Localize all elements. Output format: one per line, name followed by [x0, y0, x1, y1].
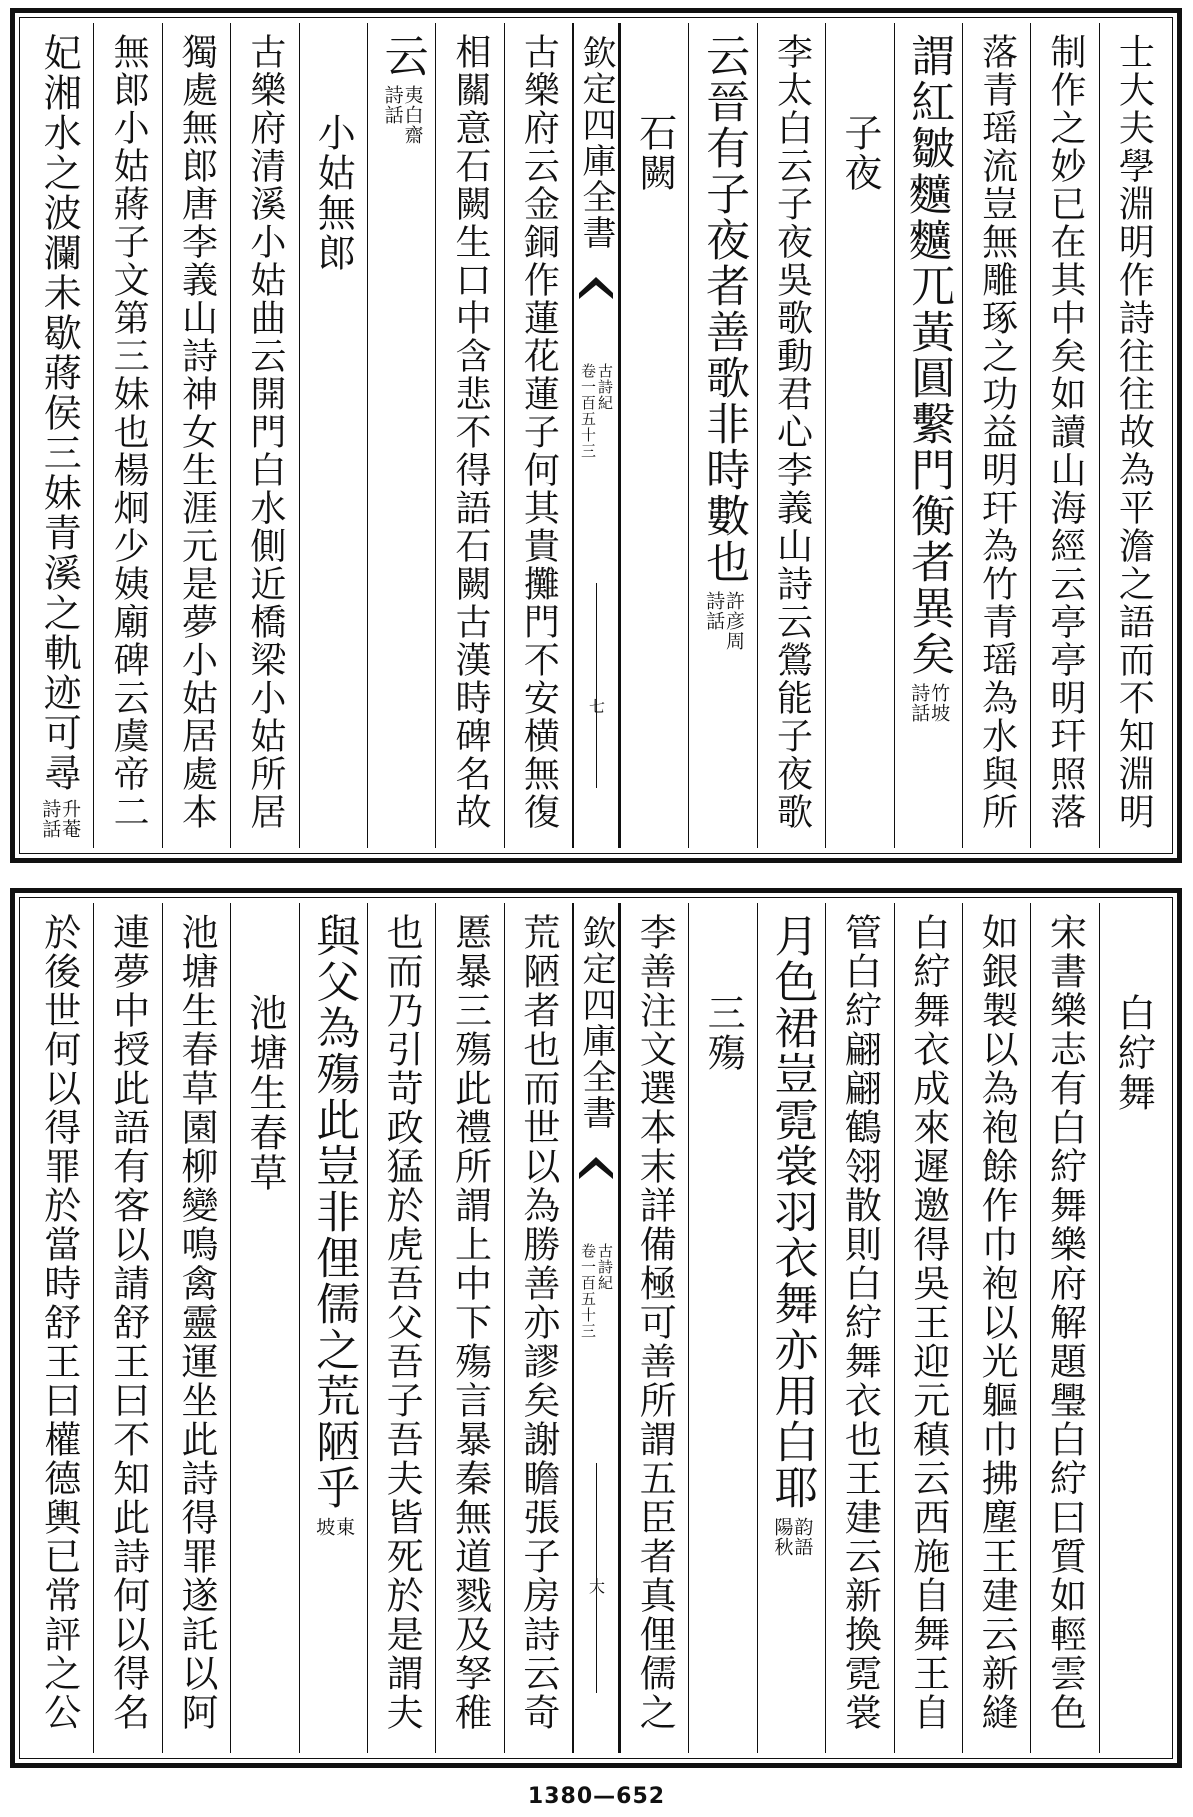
- text-column: [1030, 23, 1098, 848]
- text-column: [1099, 23, 1167, 848]
- volume-title: 古詩紀: [596, 1243, 614, 1291]
- column-text: 白紵舞衣成來遲邀得吳王迎元稹云西施自舞王自: [906, 913, 950, 1732]
- column-text: 相關意石闕生口中含悲不得語石闕古漢時碑名故: [449, 33, 491, 831]
- source-note: 東 坡: [313, 1517, 356, 1537]
- column-text: 制作之妙已在其中矣如讀山海經云亭亭明玕照落: [1044, 33, 1086, 831]
- text-column: [162, 903, 230, 1753]
- text-column: [504, 903, 572, 1753]
- fish-tail-mark-icon: [577, 271, 615, 301]
- text-column: [162, 23, 230, 848]
- center-fold-column: [572, 23, 620, 848]
- text-column: [367, 903, 435, 1753]
- source-note: 升菴 詩話: [39, 799, 82, 839]
- section-heading-column: [688, 903, 756, 1753]
- column-text: 士大夫學淵明作詩往往故為平澹之語而不知淵明: [1113, 33, 1155, 831]
- text-column: [688, 23, 756, 848]
- column-text: 落青瑶流豈無雕琢之功益明玕為竹青瑶為水與所: [976, 33, 1018, 831]
- section-heading: 石闕: [632, 113, 677, 193]
- text-column: [435, 903, 503, 1753]
- column-text: 於後世何以得罪於當時舒王曰權德輿已常評之公: [37, 913, 81, 1732]
- column-text: 池塘生春草園柳變鳴禽靈運坐此詩得罪遂託以阿: [174, 913, 218, 1732]
- column-text: 與父為殤此豈非俚儒之荒陋乎: [308, 913, 360, 1511]
- column-text: 月色裙豈霓裳羽衣舞亦用白耶: [766, 913, 818, 1511]
- text-column: [367, 23, 435, 848]
- page-number-footer: 1380—652: [527, 1784, 666, 1809]
- column-text: 無郎小姑蔣子文第三妹也楊炯少姨廟碑云虞帝二: [108, 33, 150, 831]
- center-fold-column: [572, 903, 620, 1753]
- column-text: 如銀製以為袍餘作巾袍以光軀巾拂塵王建云新縫: [975, 913, 1019, 1732]
- text-column: [757, 23, 825, 848]
- text-column: [93, 903, 161, 1753]
- text-column: [1030, 903, 1098, 1753]
- column-text: 宋書樂志有白紵舞樂府解題璺白紵曰質如輕雲色: [1043, 913, 1087, 1732]
- leaf-number: 七: [586, 698, 606, 714]
- section-heading: 白紵舞: [1111, 993, 1156, 1113]
- section-heading-column: [1099, 903, 1167, 1753]
- volume-label: [576, 1243, 616, 1443]
- fish-tail-mark-icon: [577, 1151, 615, 1181]
- section-heading: 小姑無郎: [311, 113, 356, 273]
- column-text: 古樂府清溪小姑曲云開門白水側近橋梁小姑所居: [244, 33, 286, 831]
- text-column: [894, 903, 962, 1753]
- text-column: [962, 23, 1030, 848]
- text-column: [620, 903, 688, 1753]
- column-text: 妃湘水之波瀾未歇蔣侯三妹青溪之軌迹可尋: [37, 33, 82, 793]
- text-column: [504, 23, 572, 848]
- text-column: [93, 23, 161, 848]
- section-heading: 三殤: [701, 993, 746, 1073]
- column-text: 管白紵翩翩鶴翎散則白紵舞衣也王建云新換霓裳: [838, 913, 882, 1732]
- column-text: 云: [376, 33, 428, 79]
- text-column: [25, 903, 93, 1753]
- column-text: 獨處無郎唐李義山詩神女生涯元是夢小姑居處本: [176, 33, 218, 831]
- volume-title: 古詩紀: [596, 363, 614, 411]
- section-heading-column: [230, 903, 298, 1753]
- leaf-number: 大: [586, 1578, 606, 1594]
- text-column: [230, 23, 298, 848]
- top-page: [10, 8, 1182, 863]
- source-note: 許彦周 詩話: [703, 591, 745, 651]
- column-text: 李善注文選本末詳備極可善所謂五臣者真俚儒之: [633, 913, 677, 1732]
- volume-number: 卷一百五十三: [579, 363, 597, 459]
- section-heading-column: [620, 23, 688, 848]
- source-note: 夷白齋 詩話: [381, 85, 424, 145]
- volume-label: [576, 363, 616, 563]
- column-text: 連夢中授此語有客以請舒王曰不知此詩何以得名: [106, 913, 150, 1732]
- column-text: 也而乃引苛政猛於虎吾父吾子吾夫皆死於是謂夫: [380, 913, 424, 1732]
- column-text: 荒陋者也而世以為勝善亦謬矣謝瞻張子房詩云奇: [516, 913, 560, 1732]
- section-heading-column: [825, 23, 893, 848]
- section-heading: 池塘生春草: [242, 993, 287, 1193]
- text-column: [757, 903, 825, 1753]
- book-title: 欽定四庫全書: [576, 35, 616, 251]
- column-text: 云晉有子夜者善歌非時數也: [698, 33, 750, 585]
- section-heading: 子夜: [837, 113, 882, 193]
- column-text: 慝暴三殤此禮所謂上中下殤言暴秦無道戮及孥稚: [448, 913, 492, 1732]
- source-note: 竹坡 詩話: [908, 683, 951, 723]
- text-column: [435, 23, 503, 848]
- top-page-columns: [25, 23, 1167, 848]
- volume-number: 卷一百五十三: [579, 1243, 597, 1339]
- column-text: 李太白云子夜吳歌動君心李義山詩云鶯能子夜歌: [771, 33, 813, 831]
- bottom-page: [10, 888, 1182, 1768]
- text-column: [299, 903, 367, 1753]
- text-column: [25, 23, 93, 848]
- bottom-page-columns: [25, 903, 1167, 1753]
- column-text: 謂紅皺𪍿𪍿兀黃圓繫門衡者異矣: [903, 33, 955, 677]
- text-column: [825, 903, 893, 1753]
- text-column: [894, 23, 962, 848]
- text-column: [962, 903, 1030, 1753]
- book-title: 欽定四庫全書: [576, 915, 616, 1131]
- center-rule: [596, 583, 597, 788]
- source-note: 韵語 陽秋: [771, 1517, 814, 1557]
- column-text: 古樂府云金銅作蓮花蓮子何其貴攤門不安横無復: [518, 33, 560, 831]
- section-heading-column: [299, 23, 367, 848]
